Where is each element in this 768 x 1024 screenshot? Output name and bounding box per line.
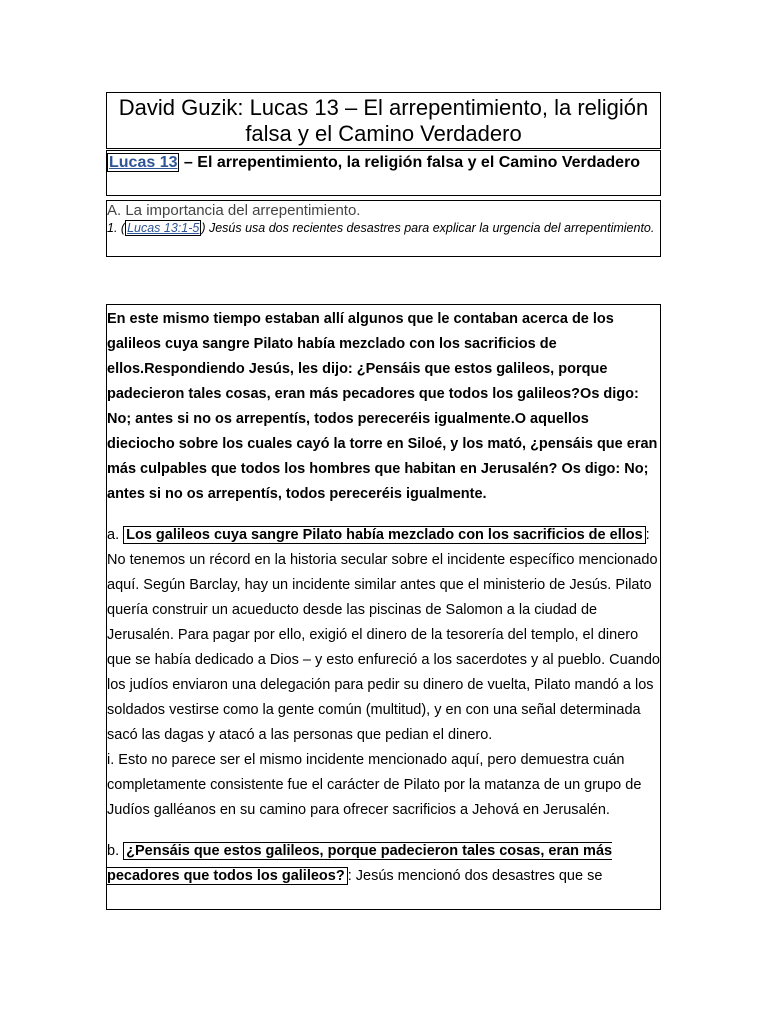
section-point-text: ) Jesús usa dos recientes desastres para explicar la urgencia del arrepentimiento. [201,221,655,235]
section-point [107,220,660,237]
para-b-quote: ¿Pensáis que estos galileos, porque padecieron tales cosas, eran más pecadores que todos los galileos? [107,843,613,884]
para-a-quote: Los galileos cuya sangre Pilato había mezclado con los sacrificios de ellos [123,526,646,544]
chapter-heading-text: – El arrepentimiento, la religión falsa y el Camino Verdadero [179,154,641,171]
para-a-text: : No tenemos un récord en la historia secular sobre el incidente específico mencionado aquí. Según Barclay, hay un incidente similar antes que el ministerio de Jesús. Pilato quería construir un acueducto desde las piscinas de Salomon a la ciudad de Jerusalén. Para pagar por ello, exigió el dinero de la tesorería del templo, el dinero que se había dedicado a Dios – y esto enfureció a los sacerdotes y al pueblo. Cuando los judíos enviaron una delegación para pedir su dinero de vuelta, Pilato mandó a los soldados vestirse como la gente común (multitud), y en con una señal determinada sacó las dagas y atacó a las personas que pedian el dinero. [107,527,660,743]
commentary-paragraph-b [107,839,660,889]
section-point-prefix: 1. ( [107,221,126,235]
para-a-prefix: a. [107,527,124,543]
chapter-heading [106,150,661,196]
commentary-paragraph-i: i. Esto no parece ser el mismo incidente mencionado aquí, pero demuestra cuán completamente consistente fue el carácter de Pilato por la matanza de un grupo de Judíos galléanos en su camino para ofrecer sacrificios a Jehová en Jerusalén. [107,752,642,818]
page-title-text: David Guzik: Lucas 13 – El arrepentimiento, la religión falsa y el Camino Verdadero [118,95,649,146]
commentary-paragraph-a [107,523,660,748]
section-header [106,200,661,257]
para-b-text: : Jesús mencionó dos desastres que se [347,868,603,884]
commentary-body [106,304,661,910]
section-title: A. La importancia del arrepentimiento. [107,202,361,219]
chapter-link[interactable]: Lucas 13 [109,154,178,171]
page-title [106,92,661,149]
verse-link[interactable]: Lucas 13:1-5 [127,221,200,235]
scripture-passage: En este mismo tiempo estaban allí algunos que le contaban acerca de los galileos cuya sangre Pilato había mezclado con los sacrificios de ellos.Respondiendo Jesús, les dijo: ¿Pensáis que estos galileos, porque padecieron tales cosas, eran más pecadores que todos los galileos?Os digo: No; antes si no os arrepentís, todos pereceréis igualmente.O aquellos dieciocho sobre los cuales cayó la torre en Siloé, y los mató, ¿pensáis que eran más culpables que todos los hombres que habitan en Jerusalén? Os digo: No; antes si no os arrepentís, todos pereceréis igualmente. [107,311,658,502]
para-b-prefix: b. [107,843,124,859]
